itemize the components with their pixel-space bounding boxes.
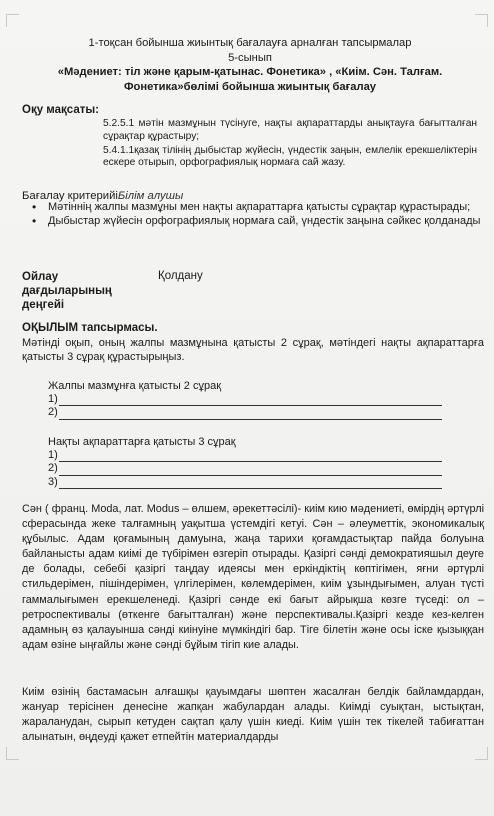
criteria-sublabel: Білім алушы bbox=[117, 190, 184, 202]
crop-mark bbox=[6, 14, 19, 27]
answer-underline bbox=[59, 478, 442, 489]
learning-goal-1: 5.2.5.1 мәтін мазмұнын түсінуге, нақты ақпараттарды анықтауға бағытталған сұрақтар құрастыру; bbox=[103, 118, 477, 142]
crop-mark bbox=[475, 747, 488, 760]
learning-goal-2: 5.4.1.1қазақ тілінің дыбыстар жүйесін, үндестік заңын, емлелік ерекшеліктерін ескере отырып, орфографиялық нормаға сай жазу. bbox=[103, 144, 477, 169]
answer-line[interactable] bbox=[48, 406, 442, 419]
answer-number: 2) bbox=[48, 406, 58, 419]
specific-questions-block bbox=[48, 436, 442, 489]
answer-underline bbox=[59, 395, 442, 406]
general-questions-title: Жалпы мазмұнға қатысты 2 сұрақ bbox=[48, 380, 222, 392]
criteria-label: Бағалау критерийі bbox=[22, 190, 118, 202]
criteria-list bbox=[22, 201, 494, 228]
reading-text-paragraph-2: Киім өзінің бастамасын алғашқы қауымдағы шөптен жасалған белдік байламдардан, жануар терісінен денесіне жапқан жабулардан алады. Киімді суықтан, ыстықтан, жараланудан, сырып кетуден сақтап қалу үшін киеді. Киім үшін тек тікелей табиғаттан алынатын, өңдеуді қажет етпейтін материалдарды bbox=[22, 686, 484, 744]
reading-task-instruction: Мәтінді оқып, оның жалпы мазмұнына қатысты 2 сұрақ, мәтіндегі нақты ақпараттарға қатысты 3 сұрақ құрастырыңыз. bbox=[22, 337, 484, 363]
answer-line[interactable] bbox=[48, 462, 442, 475]
criteria-item: • Мәтіннің жалпы мазмұны мен нақты ақпараттарға қатысты сұрақтар құрастырады; bbox=[48, 201, 494, 215]
answer-line[interactable] bbox=[48, 393, 442, 406]
crop-mark bbox=[475, 14, 488, 27]
header-title: 1-тоқсан бойынша жиынтық бағалауға арналған тапсырмалар bbox=[88, 37, 412, 49]
header-grade: 5-сынып bbox=[228, 51, 272, 64]
general-questions-block bbox=[48, 380, 442, 420]
learning-goals bbox=[103, 118, 477, 171]
specific-questions-title: Нақты ақпараттарға қатысты 3 сұрақ bbox=[48, 436, 236, 448]
thinking-level-label: Ойлау дағдыларының деңгейі bbox=[22, 271, 112, 311]
answer-underline bbox=[59, 409, 442, 420]
answer-number: 2) bbox=[48, 462, 58, 475]
reading-task-title: ОҚЫЛЫМ тапсырмасы. bbox=[22, 322, 158, 334]
criteria-item: • Дыбыстар жүйесін орфографиялық нормаға сай, үндестік заңына сәйкес қолданады bbox=[48, 215, 494, 229]
thinking-level-value: Қолдану bbox=[158, 270, 203, 282]
answer-number: 1) bbox=[48, 449, 58, 462]
answer-underline bbox=[59, 465, 442, 476]
crop-mark bbox=[6, 747, 19, 760]
header-section: «Мәдениет: тіл және қарым-қатынас. Фонетика» , «Киім. Сән. Талғам. bbox=[57, 66, 443, 78]
answer-number: 3) bbox=[48, 475, 58, 488]
document-header bbox=[40, 36, 460, 94]
answer-line[interactable] bbox=[48, 449, 442, 462]
reading-text-paragraph-1: Сән ( франц. Moda, лат. Modus – өлшем, әрекеттәсілі)- киім кию мәдениеті, өмірдің әртүрлі сферасында жеке талғамның уақытша үстемдігі кетуі. Сән – әлеуметтік, экономикалық құбылыс. Адам қоғамының дамуына, жаңа тарихи қоғамдастықтар пайда болуына байланысты адам киімі де түбірімен өзгеріп отырады. Қазіргі сәнді демократияшыл деуге де болады, себебі қазіргі таңдау идеясы мен еркіндіктің көптігімен, яғни әртүрлі стильдерімен, пішіндерімен, үлгілерімен, көлемдерімен, киім ұзындығымен, алуан түсті гаммалығымен ерекшеленеді. Қазіргі сәнде екі бағыт айрықша көзге түседі: ол – ретроспективалы (өткенге бағытталған) және перспективалы.Қазіргі кезде кез-келген адамның өз қалауынша сәнді киінуіне мүмкіндігі бар. Тіге білетін және осы іске қызыққан адам өзіне ыңғайлы және сәнді бұйым тігіп кие алады. bbox=[22, 503, 484, 651]
answer-number: 1) bbox=[48, 393, 58, 406]
learning-goals-label: Оқу мақсаты: bbox=[22, 104, 100, 116]
answer-line[interactable] bbox=[48, 476, 442, 489]
header-section-cont: Фонетика»бөлімі бойынша жиынтық бағалау bbox=[123, 80, 377, 93]
answer-underline bbox=[59, 451, 442, 462]
